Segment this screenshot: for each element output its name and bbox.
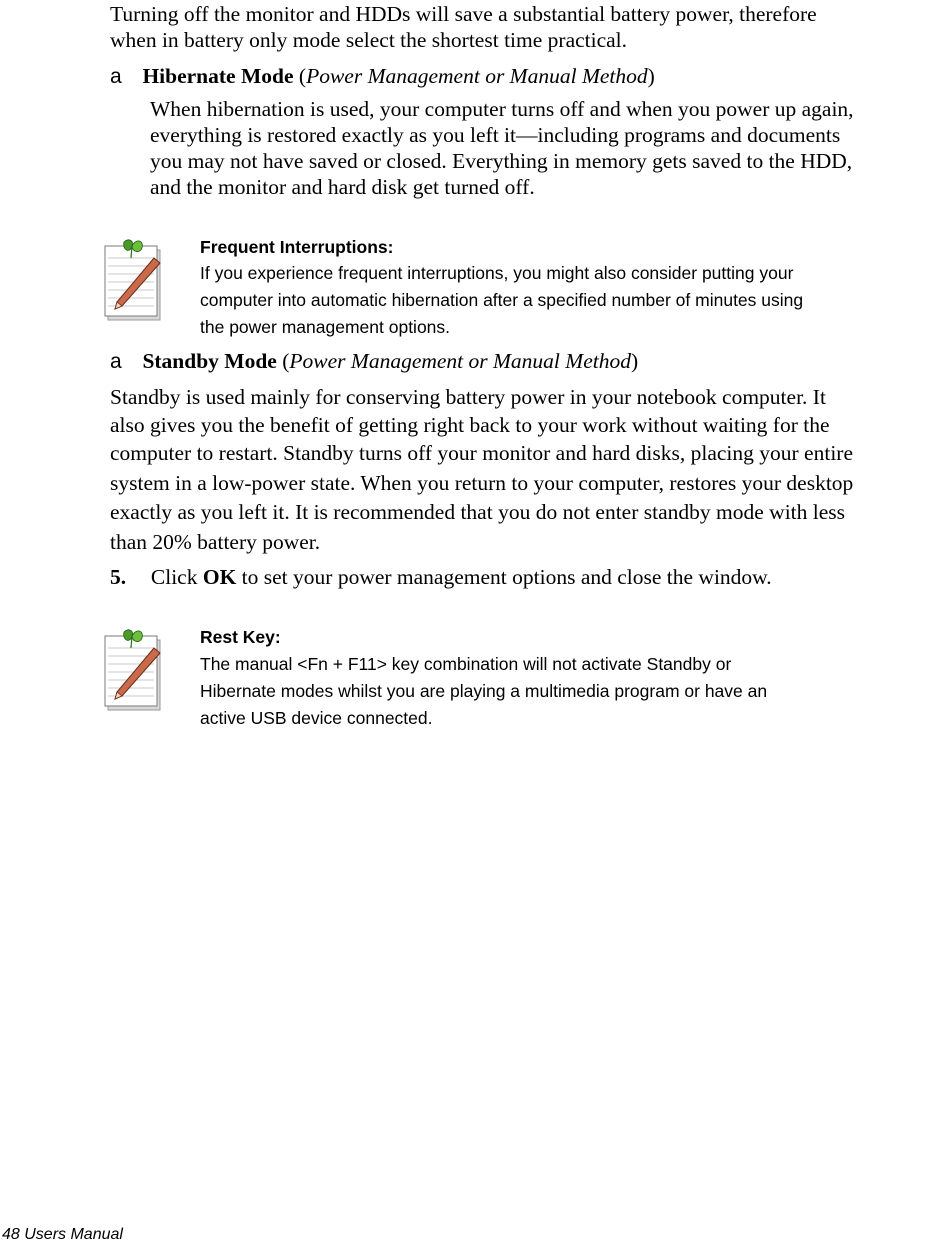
standby-close-paren: ) (630, 349, 639, 373)
standby-line-3: computer to restart. Standby turns off your monitor and hard disks, placing your entire (110, 441, 853, 465)
step-5 (110, 563, 772, 591)
hibernate-heading (110, 62, 655, 91)
note-2-title (200, 623, 281, 651)
standby-line-4: system in a low-power state. When you return to your computer, restores your desktop (110, 471, 854, 495)
hibernate-method: Power Management or Manual Method (306, 64, 648, 88)
standby-line-1: Standby is used mainly for conserving battery power in your notebook computer. It (110, 385, 826, 409)
standby-method: Power Management or Manual Method (289, 349, 631, 373)
note-pencil-icon (102, 626, 166, 716)
hibernate-line-1: When hibernation is used, your computer turns off and when you power up again, (150, 97, 854, 121)
note-pencil-icon (102, 236, 166, 326)
standby-open-paren: ( (282, 349, 290, 373)
bullet-marker: a (110, 65, 122, 88)
hibernate-line-2: everything is restored exactly as you left it—including programs and documents (150, 123, 841, 147)
standby-line-2: also gives you the benefit of getting right back to your work without waiting for the (110, 413, 830, 437)
standby-title: Standby Mode (142, 349, 277, 373)
note-2-line-1: The manual <Fn + F11> key combination will not activate Standby or (200, 654, 732, 674)
hibernate-line-3: you may not have saved or closed. Everything in memory gets saved to the HDD, (150, 149, 853, 173)
note-1-title-text: Frequent Interruptions: (200, 237, 394, 257)
hibernate-title: Hibernate Mode (142, 64, 294, 88)
hibernate-close-paren: ) (647, 64, 655, 88)
note-1-line-2: computer into automatic hibernation after a specified number of minutes using (200, 290, 804, 310)
note-2-line-3: active USB device connected. (200, 708, 433, 728)
bullet-marker: a (110, 350, 122, 373)
standby-line-5: exactly as you left it. It is recommended that you do not enter standby mode with less (110, 500, 846, 524)
note-2-line-2: Hibernate modes whilst you are playing a multimedia program or have an (200, 681, 768, 701)
intro-line-2: when in battery only mode select the shortest time practical. (110, 28, 628, 52)
step-5-ok: OK (202, 565, 237, 589)
standby-heading (110, 347, 638, 376)
note-1-line-1: If you experience frequent interruptions, you might also consider putting your (200, 263, 794, 283)
page-footer: 48 Users Manual (2, 1226, 123, 1243)
note-2-title-text: Rest Key: (200, 627, 281, 647)
note-1-title (200, 233, 393, 261)
hibernate-open-paren: ( (298, 64, 307, 88)
step-5-suffix: to set your power management options and close the window. (236, 565, 772, 589)
step-5-prefix: Click (150, 565, 203, 589)
standby-line-6: than 20% battery power. (110, 530, 321, 554)
hibernate-line-4: and the monitor and hard disk get turned off. (150, 175, 535, 199)
note-1-line-3: the power management options. (200, 317, 451, 337)
step-5-number: 5. (110, 565, 127, 589)
intro-line-1: Turning off the monitor and HDDs will save a substantial battery power, therefore (110, 2, 817, 26)
